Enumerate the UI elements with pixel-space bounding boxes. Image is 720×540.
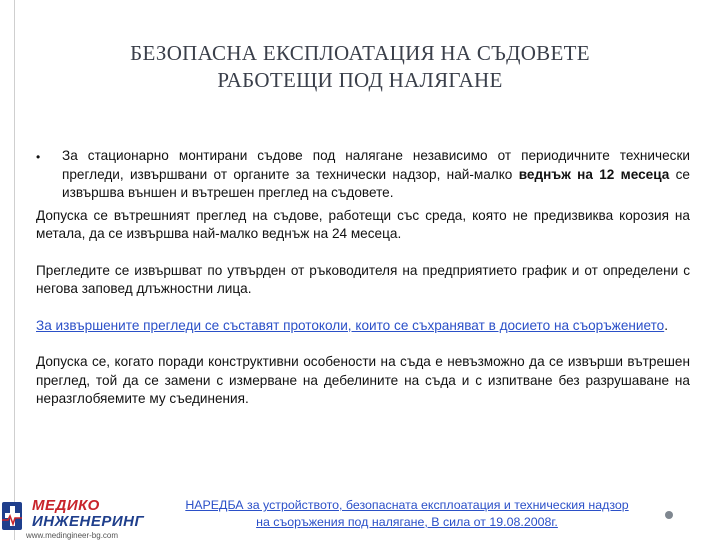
decorative-dot xyxy=(665,511,673,519)
bullet-bold-text: веднъж на 12 месеца xyxy=(518,166,670,182)
bullet-item xyxy=(36,147,690,203)
footer-line-2: на съоръжения под налягане, В сила от 19.08.2008г. xyxy=(256,515,558,529)
logo-cross-icon xyxy=(2,498,26,534)
logo-url: www.medingineer-bg.com xyxy=(26,531,119,540)
paragraph-1: Допуска се вътрешният преглед на съдове, работещи със среда, която не предизвиква корозия на метала, да се извършва най-малко веднъж на 24 месеца. xyxy=(36,207,690,241)
bullet-text-end: се извършва външен и вътрешен преглед на съдовете. xyxy=(62,166,690,200)
logo-text-line-2: ИНЖЕНЕРИНГ xyxy=(32,513,145,530)
bullet-text xyxy=(62,147,690,203)
slide-body xyxy=(36,147,690,427)
left-divider-line xyxy=(14,0,15,540)
paragraph-3 xyxy=(36,317,690,336)
title-line-2: РАБОТЕЩИ ПОД НАЛЯГАНЕ xyxy=(217,68,503,92)
protocols-link[interactable]: За извършените прегледи се съставят протоколи, които се съхраняват в досието на съоръжението xyxy=(36,317,665,333)
footer-regulation-link[interactable] xyxy=(150,497,664,531)
paragraph-3-tail: . xyxy=(664,317,668,333)
footer-line-1: НАРЕДБА за устройството, безопасната експлоатация и техническия надзор xyxy=(185,498,629,512)
title-line-1: БЕЗОПАСНА ЕКСПЛОАТАЦИЯ НА СЪДОВЕТЕ xyxy=(130,41,590,65)
company-logo xyxy=(2,496,152,540)
logo-text-line-1: МЕДИКО xyxy=(32,497,100,514)
slide-title xyxy=(40,40,680,94)
paragraph-2: Прегледите се извършват по утвърден от ръководителя на предприятието график и от определени с негова заповед длъжностни лица. xyxy=(36,262,690,296)
paragraph-4: Допуска се, когато поради конструктивни особености на съда е невъзможно да се извърши вътрешен преглед, той да се замени с измерване на дебелините на съда и с изпитване без разрушаване на неразглобяемите му съединения. xyxy=(36,354,690,406)
bullet-text-start: За стационарно монтирани съдове под налягане независимо от периодичните технически прегледи, извършвани от органите за технически надзор, най-малко xyxy=(62,148,690,182)
bullet-marker: • xyxy=(36,150,41,164)
